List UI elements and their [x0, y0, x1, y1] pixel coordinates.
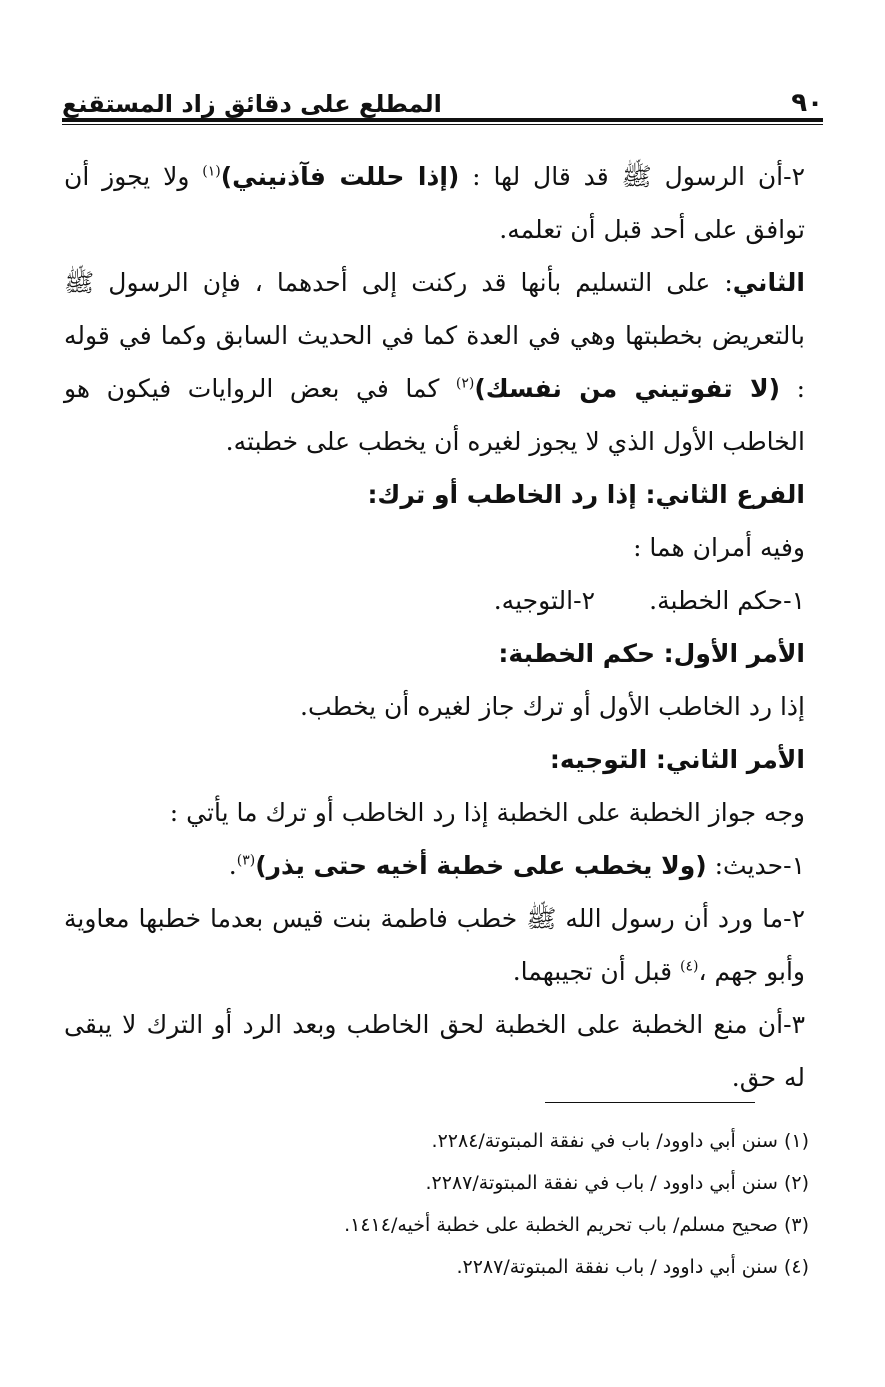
paragraph	[64, 839, 805, 892]
text-span: ١-حديث:	[706, 851, 805, 880]
subsection-heading: الأمر الثاني: التوجيه:	[549, 745, 805, 774]
paragraph: ٣-أن منع الخطبة على الخطبة لحق الخاطب وبعد الرد أو الترك لا يبقى له حق.	[64, 1010, 805, 1092]
paragraph: إذا رد الخاطب الأول أو ترك جاز لغيره أن يخطب.	[300, 692, 805, 721]
footnote-ref: (١)	[202, 163, 221, 180]
hadith-quote: (ولا يخطب على خطبة أخيه حتى يذر)	[255, 851, 707, 880]
page-number: ٩٠	[791, 88, 823, 118]
footnote: (١) سنن أبي داوود/ باب في نفقة المبتوتة/٢٢٨٤.	[431, 1130, 809, 1152]
paragraph	[64, 892, 805, 998]
book-title: المطلع على دقائق زاد المستقنع	[62, 90, 442, 118]
text-span: ولا يجوز أن توافق على أحد قبل أن تعلمه.	[64, 162, 805, 244]
text-span: : على التسليم بأنها قد ركنت إلى أحدهما ، فإن الرسول ﷺ بالتعريض بخطبتها وهي في العدة كما في الحديث السابق وكما في قوله :	[64, 268, 805, 403]
paragraph	[64, 256, 805, 468]
text-span: ٢-أن الرسول ﷺ قد قال لها :	[459, 162, 806, 191]
item-list	[64, 574, 805, 627]
header-rule-thin	[62, 124, 823, 125]
text-span: كما في بعض الروايات فيكون هو الخاطب الأول الذي لا يجوز لغيره أن يخطب على خطبته.	[64, 374, 805, 456]
main-text	[64, 150, 805, 1104]
running-header	[62, 70, 823, 118]
subsection-heading: الأمر الأول: حكم الخطبة:	[498, 639, 805, 668]
footnote: (٣) صحيح مسلم/ باب تحريم الخطبة على خطبة أخيه/١٤١٤.	[344, 1214, 809, 1236]
text-span: .	[228, 851, 237, 880]
list-item: ٢-التوجيه.	[493, 586, 595, 615]
footnote-ref: (٤)	[680, 958, 699, 975]
hadith-quote: (لا تفوتيني من نفسك)	[474, 374, 781, 403]
footnote: (٢) سنن أبي داوود / باب في نفقة المبتوتة/٢٢٨٧.	[425, 1172, 809, 1194]
hadith-quote: (إذا حللت فآذنيني)	[220, 162, 460, 191]
paragraph	[64, 150, 805, 256]
text-span: قبل أن تجيبهما.	[512, 957, 681, 986]
footnote-separator	[545, 1102, 755, 1103]
header-rule-thick	[62, 118, 823, 122]
section-heading: الفرع الثاني: إذا رد الخاطب أو ترك:	[367, 480, 805, 509]
bold-label: الثاني	[732, 268, 805, 297]
paragraph: وجه جواز الخطبة على الخطبة إذا رد الخاطب أو ترك ما يأتي :	[169, 798, 805, 827]
footnotes	[80, 1120, 809, 1288]
footnote-ref: (٢)	[455, 375, 475, 392]
list-item: ١-حكم الخطبة.	[649, 586, 805, 615]
paragraph: وفيه أمران هما :	[633, 533, 805, 562]
text-span: ٢-ما ورد أن رسول الله ﷺ خطب فاطمة بنت قيس بعدما خطبها معاوية وأبو جهم ،	[64, 904, 805, 986]
footnote-ref: (٣)	[236, 852, 256, 869]
footnote: (٤) سنن أبي داوود / باب نفقة المبتوتة/٢٢٨٧.	[456, 1256, 809, 1278]
